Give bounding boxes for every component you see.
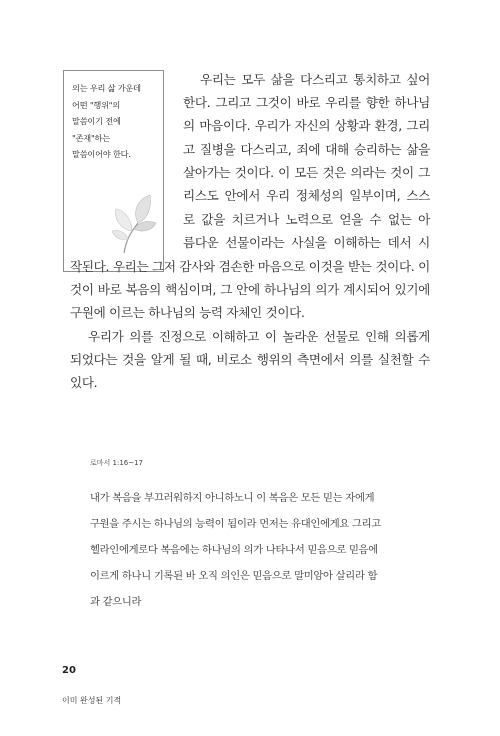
- verse-line: 과 같으니라: [90, 596, 142, 608]
- quote-line: 의는 우리 삶 가운데: [72, 83, 141, 93]
- body-line: 의 마음이다. 우리가 자신의 상황과 환경, 그리: [183, 118, 430, 133]
- body-line: 작된다. 우리는 그저 감사와 겸손한 마음으로 이것을 받는 것이다. 이: [70, 259, 430, 274]
- verse-line: 내가 복음을 부끄러워하지 아니하노니 이 복음은 모든 믿는 자에게: [90, 492, 375, 504]
- quote-line: 말씀이기 전에: [72, 116, 121, 126]
- body-line: 살아가는 것이다. 이 모든 것은 의라는 것이 그: [183, 165, 430, 180]
- leaf-icon: [112, 193, 158, 255]
- page-number: 20: [62, 665, 76, 676]
- scripture-verse: [90, 485, 410, 615]
- body-line: 있다.: [70, 375, 98, 390]
- scripture-reference: 로마서 1:16~17: [90, 459, 144, 467]
- body-line: 구원에 이르는 하나님의 능력 자체인 것이다.: [70, 305, 305, 320]
- body-line: 것이 바로 복음의 핵심이며, 그 안에 하나님의 의가 계시되어 있기에: [70, 282, 430, 297]
- verse-line: 이르게 하나니 기록된 바 오직 의인은 믿음으로 말미암아 살리라 함: [90, 570, 378, 582]
- handwritten-quote: [72, 80, 160, 163]
- quote-line: 어떤 "행위"의: [72, 99, 121, 110]
- verse-line: 구원을 주시는 하나님의 능력이 됨이라 먼저는 유대인에게요 그리고: [90, 518, 381, 530]
- body-line: 로 값을 치르거나 노력으로 얻을 수 없는 아: [183, 212, 430, 227]
- body-line: 우리가 의를 진정으로 이해하고 이 놀라운 선물로 인해 의롭게: [88, 329, 430, 344]
- body-line: 한다. 그리고 그것이 바로 우리를 향한 하나님: [183, 95, 430, 110]
- body-line: 우리는 모두 삶을 다스리고 통치하고 싶어: [200, 72, 430, 87]
- verse-line: 헬라인에게로다 복음에는 하나님의 의가 나타나서 믿음으로 믿음에: [90, 544, 378, 556]
- running-title: 이미 완성된 기적: [62, 696, 122, 705]
- body-line: 되었다는 것을 알게 될 때, 비로소 행위의 측면에서 의를 실천할 수: [70, 352, 430, 367]
- body-line: 름다운 선물이라는 사실을 이해하는 데서 시: [183, 235, 430, 250]
- quote-line: "존재"하는: [72, 132, 110, 143]
- quote-box: [63, 70, 164, 272]
- body-line: 리스도 안에서 우리 정체성의 일부이며, 스스: [183, 188, 430, 203]
- quote-line: 말씀이어야 한다.: [72, 149, 131, 159]
- body-line: 고 질병을 다스리고, 죄에 대해 승리하는 삶을: [183, 142, 430, 157]
